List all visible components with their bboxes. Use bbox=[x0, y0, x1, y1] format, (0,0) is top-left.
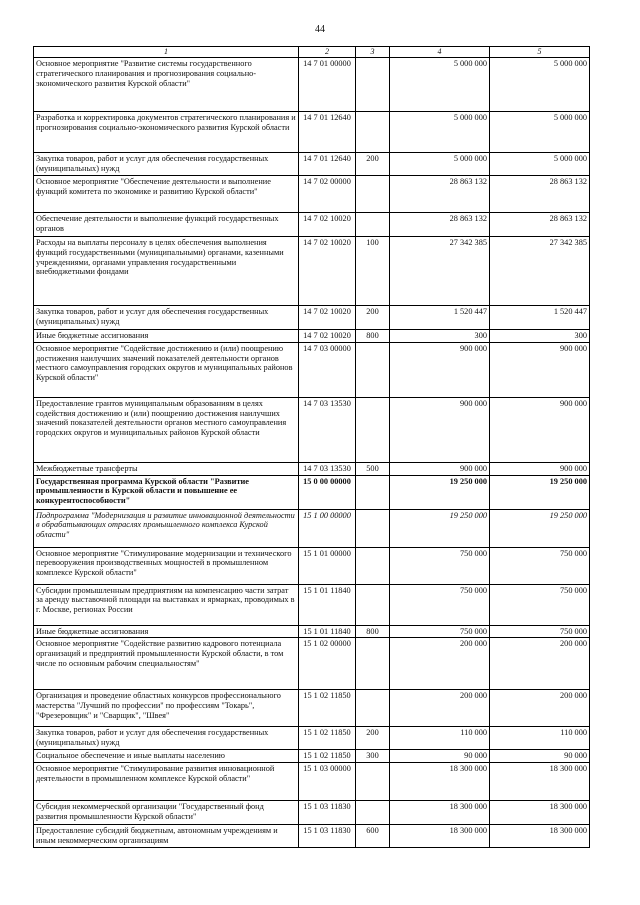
table-row bbox=[34, 462, 590, 475]
row-code-cell: 15 1 03 00000 bbox=[299, 763, 356, 801]
table-row bbox=[34, 57, 590, 111]
row-amount-year1-cell: 5 000 000 bbox=[390, 111, 490, 152]
row-expense-type-cell: 200 bbox=[356, 727, 390, 750]
row-amount-year2-cell: 19 250 000 bbox=[490, 475, 590, 509]
row-expense-type-cell bbox=[356, 212, 390, 236]
row-amount-year2-cell: 750 000 bbox=[490, 547, 590, 584]
row-name-cell: Подпрограмма "Модернизация и развитие инновационной деятельности в обрабатывающих отраслях промышленного комплекса Курской области" bbox=[34, 509, 299, 547]
row-expense-type-cell bbox=[356, 763, 390, 801]
row-expense-type-cell: 200 bbox=[356, 152, 390, 175]
row-amount-year1-cell: 90 000 bbox=[390, 750, 490, 763]
row-expense-type-cell bbox=[356, 175, 390, 212]
table-row bbox=[34, 475, 590, 509]
row-expense-type-cell bbox=[356, 111, 390, 152]
row-expense-type-cell: 800 bbox=[356, 329, 390, 342]
table-row bbox=[34, 212, 590, 236]
budget-table bbox=[33, 46, 590, 848]
row-name-cell: Основное мероприятие "Содействие достижению и (или) поощрению достижения наилучших значений показателей деятельности органов местного самоуправления городских округов и муниципальных районов Курской области" bbox=[34, 342, 299, 397]
row-code-cell: 14 7 02 10020 bbox=[299, 212, 356, 236]
row-name-cell: Субсидии промышленным предприятиям на компенсацию части затрат за аренду выставочной площади на выставках и ярмарках, проводимых в г. Москве, регионах России bbox=[34, 584, 299, 625]
table-row bbox=[34, 750, 590, 763]
table-row bbox=[34, 509, 590, 547]
row-amount-year1-cell: 27 342 385 bbox=[390, 236, 490, 305]
table-row bbox=[34, 236, 590, 305]
row-code-cell: 15 1 01 11840 bbox=[299, 584, 356, 625]
row-code-cell: 15 1 02 11850 bbox=[299, 690, 356, 727]
row-expense-type-cell bbox=[356, 397, 390, 462]
header-col-4: 4 bbox=[390, 47, 490, 58]
row-expense-type-cell: 300 bbox=[356, 750, 390, 763]
row-name-cell: Разработка и корректировка документов стратегического планирования и прогнозирования социально-экономического развития Курской области bbox=[34, 111, 299, 152]
row-amount-year1-cell: 200 000 bbox=[390, 690, 490, 727]
table-row bbox=[34, 305, 590, 329]
row-expense-type-cell bbox=[356, 584, 390, 625]
row-code-cell: 14 7 02 00000 bbox=[299, 175, 356, 212]
row-name-cell: Закупка товаров, работ и услуг для обеспечения государственных (муниципальных) нужд bbox=[34, 152, 299, 175]
row-amount-year2-cell: 900 000 bbox=[490, 342, 590, 397]
row-amount-year1-cell: 5 000 000 bbox=[390, 57, 490, 111]
row-expense-type-cell bbox=[356, 342, 390, 397]
header-col-3: 3 bbox=[356, 47, 390, 58]
row-expense-type-cell: 600 bbox=[356, 825, 390, 848]
row-amount-year1-cell: 18 300 000 bbox=[390, 763, 490, 801]
row-amount-year1-cell: 900 000 bbox=[390, 342, 490, 397]
row-amount-year2-cell: 5 000 000 bbox=[490, 57, 590, 111]
table-row bbox=[34, 152, 590, 175]
table-row bbox=[34, 397, 590, 462]
row-name-cell: Организация и проведение областных конкурсов профессионального мастерства "Лучший по профессии" по профессиям "Токарь", "Фрезеровщик" и "Сварщик", "Швея" bbox=[34, 690, 299, 727]
row-amount-year1-cell: 750 000 bbox=[390, 584, 490, 625]
table-row bbox=[34, 690, 590, 727]
row-name-cell: Основное мероприятие "Стимулирование модернизации и технического перевооружения производственных мощностей в промышленном комплексе Курской области" bbox=[34, 547, 299, 584]
row-amount-year1-cell: 28 863 132 bbox=[390, 175, 490, 212]
row-amount-year2-cell: 18 300 000 bbox=[490, 801, 590, 825]
row-name-cell: Основное мероприятие "Содействие развитию кадрового потенциала организаций и предприятий промышленности Курской области, в том числе по основным рабочим специальностям" bbox=[34, 638, 299, 690]
row-name-cell: Социальное обеспечение и иные выплаты населению bbox=[34, 750, 299, 763]
row-amount-year1-cell: 110 000 bbox=[390, 727, 490, 750]
row-name-cell: Иные бюджетные ассигнования bbox=[34, 625, 299, 638]
row-name-cell: Предоставление субсидий бюджетным, автономным учреждениям и иным некоммерческим организациям bbox=[34, 825, 299, 848]
header-col-2: 2 bbox=[299, 47, 356, 58]
row-expense-type-cell bbox=[356, 690, 390, 727]
row-code-cell: 14 7 02 10020 bbox=[299, 305, 356, 329]
row-code-cell: 14 7 03 13530 bbox=[299, 462, 356, 475]
table-row bbox=[34, 625, 590, 638]
header-col-1: 1 bbox=[34, 47, 299, 58]
row-expense-type-cell bbox=[356, 547, 390, 584]
row-amount-year2-cell: 200 000 bbox=[490, 638, 590, 690]
row-amount-year1-cell: 750 000 bbox=[390, 625, 490, 638]
row-amount-year2-cell: 90 000 bbox=[490, 750, 590, 763]
row-expense-type-cell bbox=[356, 475, 390, 509]
row-code-cell: 14 7 02 10020 bbox=[299, 236, 356, 305]
row-code-cell: 15 1 03 11830 bbox=[299, 825, 356, 848]
row-code-cell: 15 1 02 00000 bbox=[299, 638, 356, 690]
row-code-cell: 15 1 02 11850 bbox=[299, 750, 356, 763]
row-code-cell: 14 7 03 00000 bbox=[299, 342, 356, 397]
table-row bbox=[34, 175, 590, 212]
row-amount-year2-cell: 900 000 bbox=[490, 462, 590, 475]
table-row bbox=[34, 801, 590, 825]
row-amount-year1-cell: 200 000 bbox=[390, 638, 490, 690]
row-amount-year2-cell: 5 000 000 bbox=[490, 111, 590, 152]
row-amount-year2-cell: 300 bbox=[490, 329, 590, 342]
row-name-cell: Закупка товаров, работ и услуг для обеспечения государственных (муниципальных) нужд bbox=[34, 305, 299, 329]
row-amount-year2-cell: 900 000 bbox=[490, 397, 590, 462]
row-expense-type-cell: 800 bbox=[356, 625, 390, 638]
row-amount-year1-cell: 900 000 bbox=[390, 462, 490, 475]
header-col-5: 5 bbox=[490, 47, 590, 58]
row-amount-year2-cell: 18 300 000 bbox=[490, 763, 590, 801]
row-amount-year2-cell: 200 000 bbox=[490, 690, 590, 727]
row-amount-year1-cell: 300 bbox=[390, 329, 490, 342]
row-amount-year1-cell: 19 250 000 bbox=[390, 475, 490, 509]
row-amount-year2-cell: 27 342 385 bbox=[490, 236, 590, 305]
row-code-cell: 14 7 01 00000 bbox=[299, 57, 356, 111]
row-amount-year1-cell: 5 000 000 bbox=[390, 152, 490, 175]
row-name-cell: Предоставление грантов муниципальным образованиям в целях содействия достижению и (или) поощрению достижения наилучших значений показателей деятельности органов местного самоуправления городских округов и муниципальных районов Курской области bbox=[34, 397, 299, 462]
row-code-cell: 15 1 01 00000 bbox=[299, 547, 356, 584]
row-amount-year2-cell: 750 000 bbox=[490, 625, 590, 638]
row-expense-type-cell: 100 bbox=[356, 236, 390, 305]
row-code-cell: 15 0 00 00000 bbox=[299, 475, 356, 509]
row-amount-year2-cell: 110 000 bbox=[490, 727, 590, 750]
row-amount-year1-cell: 18 300 000 bbox=[390, 801, 490, 825]
row-amount-year1-cell: 28 863 132 bbox=[390, 212, 490, 236]
row-expense-type-cell bbox=[356, 638, 390, 690]
row-expense-type-cell: 200 bbox=[356, 305, 390, 329]
row-name-cell: Основное мероприятие "Обеспечение деятельности и выполнение функций комитета по экономике и развитию Курской области" bbox=[34, 175, 299, 212]
table-row bbox=[34, 727, 590, 750]
row-amount-year1-cell: 18 300 000 bbox=[390, 825, 490, 848]
row-amount-year2-cell: 28 863 132 bbox=[490, 175, 590, 212]
row-name-cell: Обеспечение деятельности и выполнение функций государственных органов bbox=[34, 212, 299, 236]
table-row bbox=[34, 329, 590, 342]
row-amount-year2-cell: 750 000 bbox=[490, 584, 590, 625]
row-amount-year1-cell: 750 000 bbox=[390, 547, 490, 584]
table-row bbox=[34, 825, 590, 848]
table-body bbox=[34, 57, 590, 848]
row-expense-type-cell bbox=[356, 57, 390, 111]
table-row bbox=[34, 111, 590, 152]
row-code-cell: 15 1 03 11830 bbox=[299, 801, 356, 825]
row-code-cell: 14 7 01 12640 bbox=[299, 111, 356, 152]
row-code-cell: 15 1 01 11840 bbox=[299, 625, 356, 638]
row-amount-year1-cell: 900 000 bbox=[390, 397, 490, 462]
row-expense-type-cell bbox=[356, 801, 390, 825]
row-name-cell: Иные бюджетные ассигнования bbox=[34, 329, 299, 342]
row-name-cell: Межбюджетные трансферты bbox=[34, 462, 299, 475]
row-name-cell: Основное мероприятие "Стимулирование развития инновационной деятельности в промышленном комплексе Курской области" bbox=[34, 763, 299, 801]
row-amount-year2-cell: 19 250 000 bbox=[490, 509, 590, 547]
row-code-cell: 14 7 01 12640 bbox=[299, 152, 356, 175]
row-expense-type-cell bbox=[356, 509, 390, 547]
table-row bbox=[34, 547, 590, 584]
table-row bbox=[34, 638, 590, 690]
row-name-cell: Государственная программа Курской области "Развитие промышленности в Курской области и повышение ее конкурентоспособности" bbox=[34, 475, 299, 509]
row-code-cell: 14 7 03 13530 bbox=[299, 397, 356, 462]
row-amount-year1-cell: 19 250 000 bbox=[390, 509, 490, 547]
table-row bbox=[34, 342, 590, 397]
table-row bbox=[34, 763, 590, 801]
row-amount-year2-cell: 28 863 132 bbox=[490, 212, 590, 236]
row-amount-year2-cell: 1 520 447 bbox=[490, 305, 590, 329]
row-name-cell: Расходы на выплаты персоналу в целях обеспечения выполнения функций государственными (муниципальными) органами, казенными учреждениями, органами управления государственными внебюджетными фондами bbox=[34, 236, 299, 305]
row-code-cell: 15 1 02 11850 bbox=[299, 727, 356, 750]
row-amount-year1-cell: 1 520 447 bbox=[390, 305, 490, 329]
table-row bbox=[34, 584, 590, 625]
row-amount-year2-cell: 18 300 000 bbox=[490, 825, 590, 848]
row-name-cell: Закупка товаров, работ и услуг для обеспечения государственных (муниципальных) нужд bbox=[34, 727, 299, 750]
row-expense-type-cell: 500 bbox=[356, 462, 390, 475]
row-code-cell: 14 7 02 10020 bbox=[299, 329, 356, 342]
row-name-cell: Субсидия некоммерческой организации "Государственный фонд развития промышленности Курской области" bbox=[34, 801, 299, 825]
row-name-cell: Основное мероприятие "Развитие системы государственного стратегического планирования и прогнозирования социально-экономического развития Курской области" bbox=[34, 57, 299, 111]
page-number: 44 bbox=[315, 24, 325, 35]
row-amount-year2-cell: 5 000 000 bbox=[490, 152, 590, 175]
header-row bbox=[34, 47, 590, 58]
row-code-cell: 15 1 00 00000 bbox=[299, 509, 356, 547]
